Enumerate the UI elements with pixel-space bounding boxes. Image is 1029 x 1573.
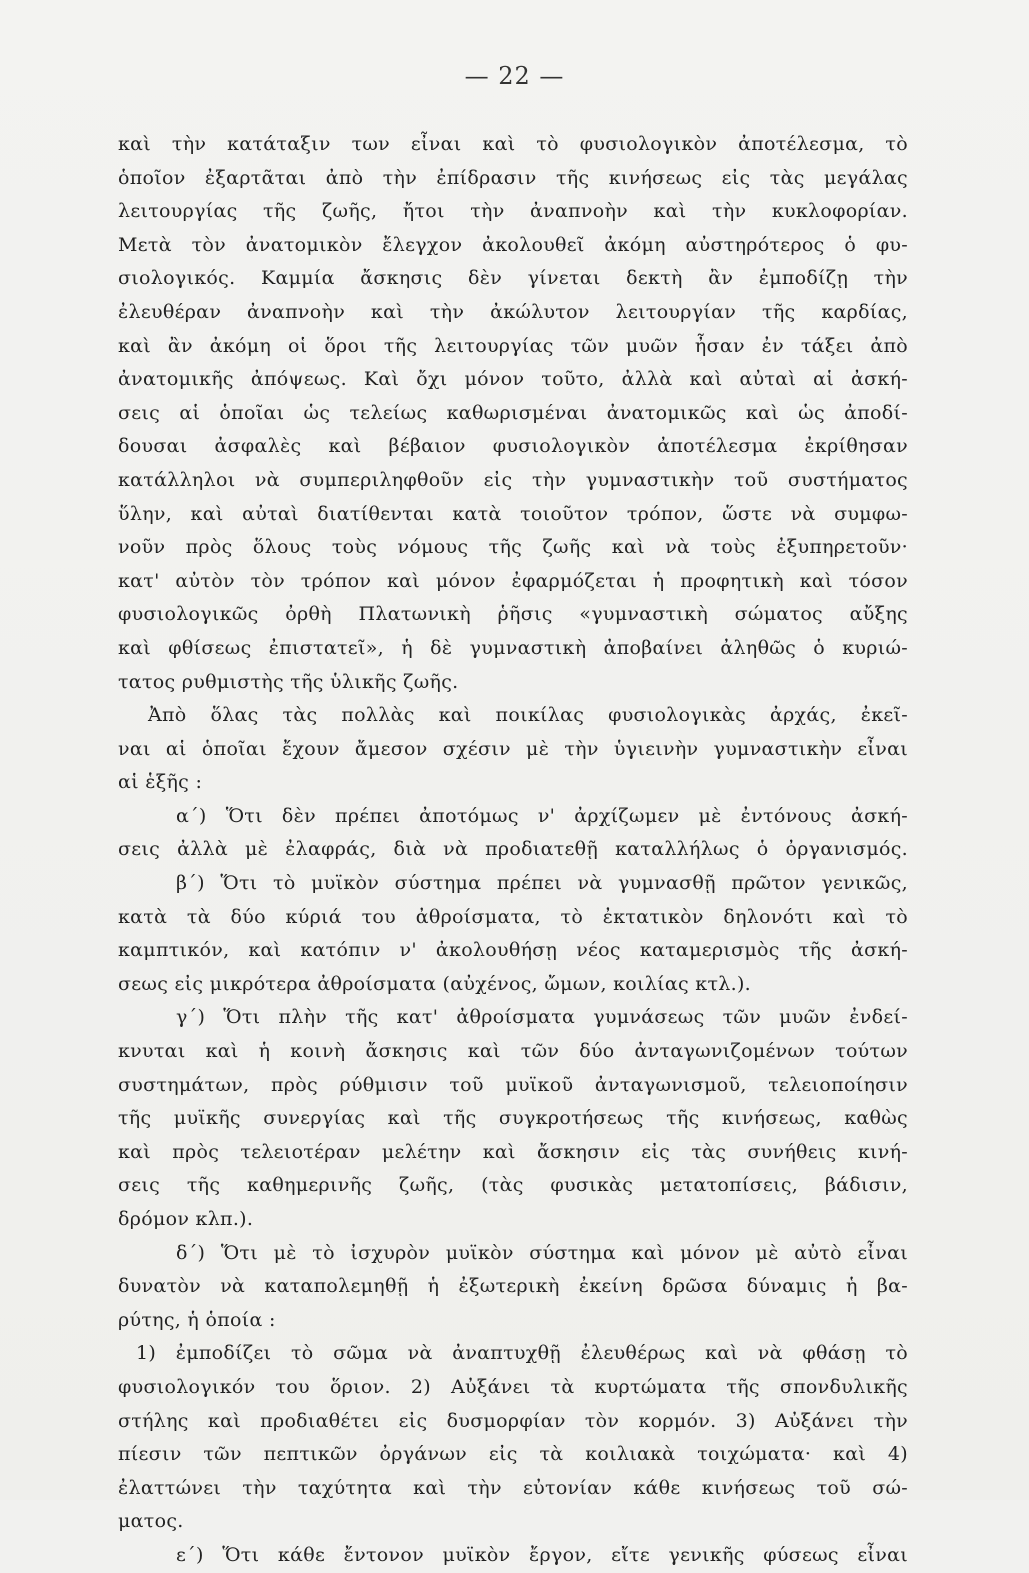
text-line: σιολογικός. Καμμία ἄσκησις δὲν γίνεται δεκτὴ ἂν ἐμποδίζῃ τὴν <box>118 267 908 290</box>
text-line: σεις αἱ ὁποῖαι ὡς τελείως καθωρισμέναι ἀνατομικῶς καὶ ὡς ἀποδί- <box>118 401 908 424</box>
text-line: πίεσιν τῶν πεπτικῶν ὀργάνων εἰς τὰ κοιλιακὰ τοιχώματα· καὶ 4) <box>118 1443 908 1466</box>
text-line: δ΄) Ὅτι μὲ τὸ ἰσχυρὸν μυϊκὸν σύστημα καὶ μόνον μὲ αὐτὸ εἶναι <box>176 1241 908 1264</box>
text-line: δυνατὸν νὰ καταπολεμηθῇ ἡ ἐξωτερικὴ ἐκείνη δρῶσα δύναμις ἡ βα- <box>118 1275 908 1298</box>
body-text <box>118 128 908 1573</box>
text-line: ματος. <box>118 1510 184 1533</box>
text-line: αἱ ἑξῆς : <box>118 771 203 794</box>
text-line: κνυται καὶ ἡ κοινὴ ἄσκησις καὶ τῶν δύο ἀνταγωνιζομένων τούτων <box>118 1040 908 1063</box>
text-line: κατ' αὐτὸν τὸν τρόπον καὶ μόνον ἐφαρμόζεται ἡ προφητικὴ καὶ τόσον <box>118 569 908 592</box>
text-line: φυσιολογικῶς ὀρθὴ Πλατωνικὴ ῥῆσις «γυμναστικὴ σώματος αὔξης <box>118 603 908 626</box>
text-line: ὁποῖον ἐξαρτᾶται ἀπὸ τὴν ἐπίδρασιν τῆς κινήσεως εἰς τὰς μεγάλας <box>118 166 908 189</box>
text-line: κατὰ τὰ δύο κύριά του ἀθροίσματα, τὸ ἐκτατικὸν δηλονότι καὶ τὸ <box>118 905 908 928</box>
text-line: ἐλαττώνει τὴν ταχύτητα καὶ τὴν εὐτονίαν κάθε κινήσεως τοῦ σώ- <box>118 1476 908 1499</box>
text-line: τατος ρυθμιστὴς τῆς ὑλικῆς ζωῆς. <box>118 670 459 693</box>
text-line: συστημάτων, πρὸς ρύθμισιν τοῦ μυϊκοῦ ἀνταγωνισμοῦ, τελειοποίησιν <box>118 1073 908 1096</box>
text-line: ἐλευθέραν ἀναπνοὴν καὶ τὴν ἀκώλυτον λειτουργίαν τῆς καρδίας, <box>118 300 908 323</box>
text-line: κατάλληλοι νὰ συμπεριληφθοῦν εἰς τὴν γυμναστικὴν τοῦ συστήματος <box>118 468 908 491</box>
page-number: — 22 — <box>464 62 565 90</box>
text-line: καὶ φθίσεως ἐπιστατεῖ», ἡ δὲ γυμναστικὴ ἀποβαίνει ἀληθῶς ὁ κυριώ- <box>118 636 908 659</box>
text-line: φυσιολογικόν του ὅριον. 2) Αὐξάνει τὰ κυρτώματα τῆς σπονδυλικῆς <box>118 1375 908 1398</box>
text-line: καὶ ἂν ἀκόμη οἱ ὅροι τῆς λειτουργίας τῶν μυῶν ἦσαν ἐν τάξει ἀπὸ <box>118 334 908 357</box>
text-line: νοῦν πρὸς ὅλους τοὺς νόμους τῆς ζωῆς καὶ νὰ τοὺς ἐξυπηρετοῦν· <box>118 536 908 559</box>
text-line: Ἀπὸ ὅλας τὰς πολλὰς καὶ ποικίλας φυσιολογικὰς ἀρχάς, ἐκεῖ- <box>148 704 908 727</box>
text-line: στήλης καὶ προδιαθέτει εἰς δυσμορφίαν τὸν κορμόν. 3) Αὐξάνει τὴν <box>118 1409 908 1432</box>
text-line: 1) ἐμποδίζει τὸ σῶμα νὰ ἀναπτυχθῇ ἐλευθέρως καὶ νὰ φθάσῃ τὸ <box>136 1342 908 1365</box>
text-line: ε΄) Ὅτι κάθε ἔντονον μυϊκὸν ἔργον, εἴτε γενικῆς φύσεως εἶναι <box>176 1543 908 1566</box>
text-line: ναι αἱ ὁποῖαι ἔχουν ἄμεσον σχέσιν μὲ τὴν ὑγιεινὴν γυμναστικὴν εἶναι <box>118 737 908 760</box>
text-line: καμπτικόν, καὶ κατόπιν ν' ἀκολουθήσῃ νέος καταμερισμὸς τῆς ἀσκή- <box>118 939 908 962</box>
text-line: καὶ πρὸς τελειοτέραν μελέτην καὶ ἄσκησιν εἰς τὰς συνήθεις κινή- <box>118 1140 908 1163</box>
text-line: ὕλην, καὶ αὐταὶ διατίθενται κατὰ τοιοῦτον τρόπον, ὥστε νὰ συμφω- <box>118 502 908 525</box>
text-line: ρύτης, ἡ ὁποία : <box>118 1308 276 1331</box>
text-line: Μετὰ τὸν ἀνατομικὸν ἔλεγχον ἀκολουθεῖ ἀκόμη αὐστηρότερος ὁ φυ- <box>118 233 908 256</box>
text-line: σεως εἰς μικρότερα ἀθροίσματα (αὐχένος, ὤμων, κοιλίας κτλ.). <box>118 972 752 995</box>
text-line: λειτουργίας τῆς ζωῆς, ἤτοι τὴν ἀναπνοὴν καὶ τὴν κυκλοφορίαν. <box>118 200 908 223</box>
text-line: σεις ἀλλὰ μὲ ἐλαφράς, διὰ νὰ προδιατεθῇ καταλλήλως ὁ ὀργανισμός. <box>118 838 908 861</box>
text-line: ἀνατομικῆς ἀπόψεως. Καὶ ὄχι μόνον τοῦτο, ἀλλὰ καὶ αὐταὶ αἱ ἀσκή- <box>118 368 908 391</box>
text-line: γ΄) Ὅτι πλὴν τῆς κατ' ἀθροίσματα γυμνάσεως τῶν μυῶν ἐνδεί- <box>176 1006 908 1029</box>
text-line: α΄) Ὅτι δὲν πρέπει ἀποτόμως ν' ἀρχίζωμεν μὲ ἐντόνους ἀσκή- <box>176 804 908 827</box>
text-line: δουσαι ἀσφαλὲς καὶ βέβαιον φυσιολογικὸν ἀποτέλεσμα ἐκρίθησαν <box>118 435 908 458</box>
text-line: β΄) Ὅτι τὸ μυϊκὸν σύστημα πρέπει νὰ γυμνασθῇ πρῶτον γενικῶς, <box>176 872 908 895</box>
text-line: καὶ τὴν κατάταξιν των εἶναι καὶ τὸ φυσιολογικὸν ἀποτέλεσμα, τὸ <box>118 133 908 155</box>
text-line: σεις τῆς καθημερινῆς ζωῆς, (τὰς φυσικὰς μετατοπίσεις, βάδισιν, <box>118 1174 908 1197</box>
text-line: δρόμον κλπ.). <box>118 1208 254 1230</box>
text-line: τῆς μυϊκῆς συνεργίας καὶ τῆς συγκροτήσεως τῆς κινήσεως, καθὼς <box>118 1107 908 1130</box>
